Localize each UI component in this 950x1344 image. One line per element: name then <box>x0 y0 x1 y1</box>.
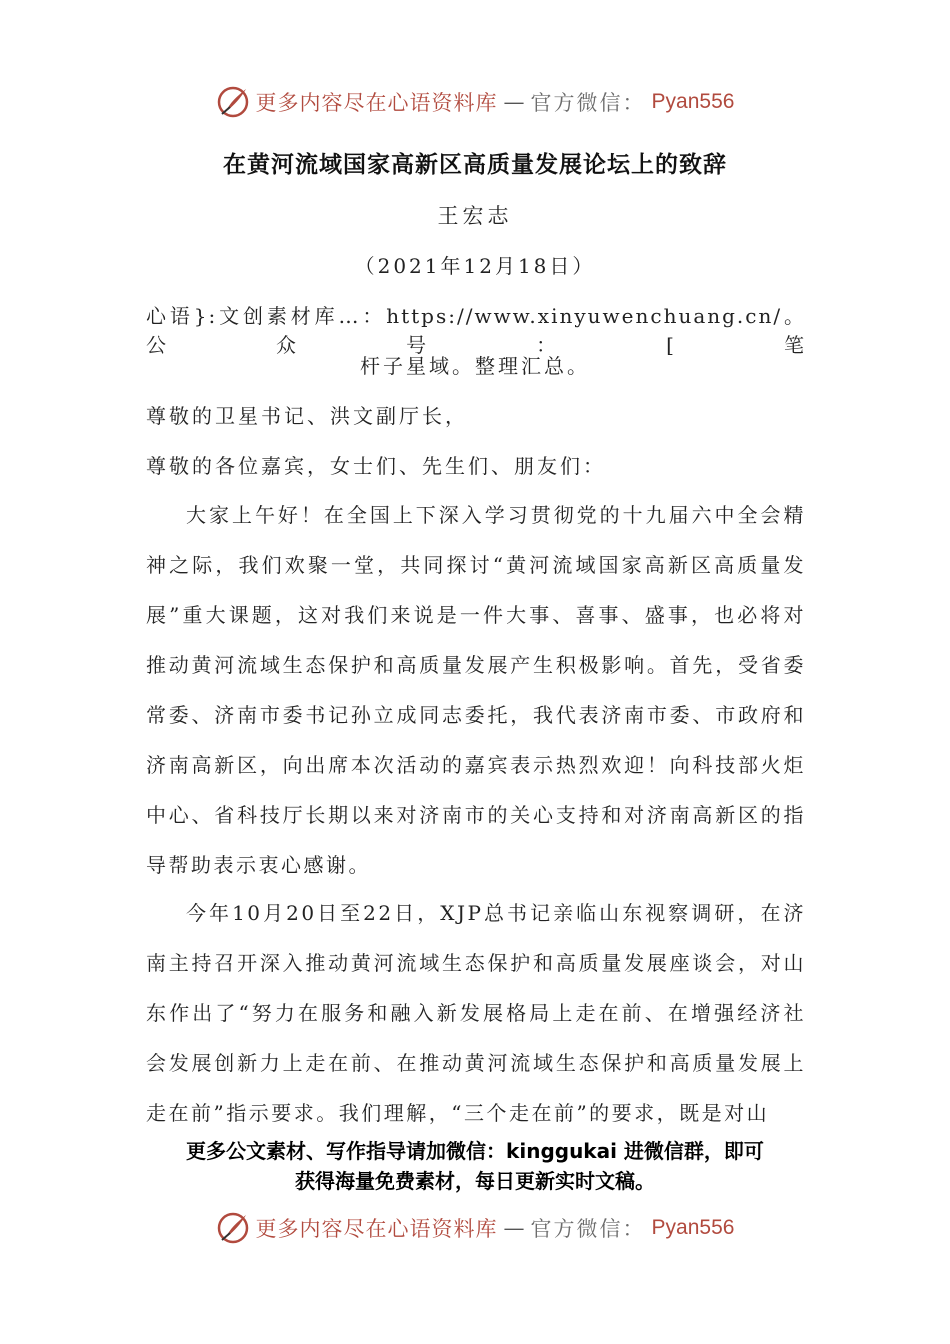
source-note-line2: 杆子星域。整理汇总。 <box>360 354 590 378</box>
quill-logo-icon <box>216 85 250 119</box>
document-date: （2021年12月18日） <box>354 254 596 278</box>
salutation-1: 尊敬的卫星书记、洪文副厅长， <box>146 404 468 428</box>
footer-banner-wechat-id: Pyan556 <box>651 1216 735 1239</box>
body-paragraph-1: 大家上午好！在全国上下深入学习贯彻党的十九届六中全会精神之际，我们欢聚一堂，共同探讨“黄河流域国家高新区高质量发展”重大课题，这对我们来说是一件大事、喜事、盛事，也必将对推动黄河流域生态保护和高质量发展产生积极影响。首先，受省委常委、济南市委书记孙立成同志委托，我代表济南市委、市政府和济南高新区，向出席本次活动的嘉宾表示热烈欢迎！向科技部火炬中心、省科技厅长期以来对济南市的关心支持和对济南高新区的指导帮助表示衷心感谢。 <box>146 503 806 877</box>
banner-text: 更多内容尽在心语资料库 <box>255 91 498 115</box>
footer-banner <box>0 1208 950 1248</box>
body-paragraph-2: 今年10月20日至22日，XJP总书记亲临山东视察调研，在济南主持召开深入推动黄河流域生态保护和高质量发展座谈会，对山东作出了“努力在服务和融入新发展格局上走在前、在增强经济社会发展创新力上走在前、在推动黄河流域生态保护和高质量发展上走在前”指示要求。我们理解，“三个走在前”的要求，既是对山 <box>146 901 806 1125</box>
promo-line-2: 获得海量免费素材，每日更新实时文稿。 <box>295 1169 655 1193</box>
salutation-2: 尊敬的各位嘉宾，女士们、先生们、朋友们： <box>146 454 606 478</box>
header-banner <box>0 82 950 122</box>
quill-logo-icon <box>216 1211 250 1245</box>
source-note-line1: 心语}:文创素材库…：https://www.xinyuwenchuang.cn/。公众号：[笔 <box>146 304 806 357</box>
footer-banner-separator: — <box>503 1216 525 1240</box>
banner-separator: — <box>503 90 525 114</box>
banner-wechat-id: Pyan556 <box>651 90 735 113</box>
promo-notice <box>0 1136 950 1196</box>
footer-banner-text: 更多内容尽在心语资料库 <box>255 1217 498 1241</box>
promo-line-1: 更多公文素材、写作指导请加微信：kinggukai 进微信群，即可 <box>186 1139 764 1163</box>
document-title: 在黄河流域国家高新区高质量发展论坛上的致辞 <box>223 151 727 178</box>
footer-banner-wechat-label: 官方微信： <box>530 1217 646 1241</box>
banner-wechat-label: 官方微信： <box>530 91 646 115</box>
document-author: 王宏志 <box>437 204 513 228</box>
